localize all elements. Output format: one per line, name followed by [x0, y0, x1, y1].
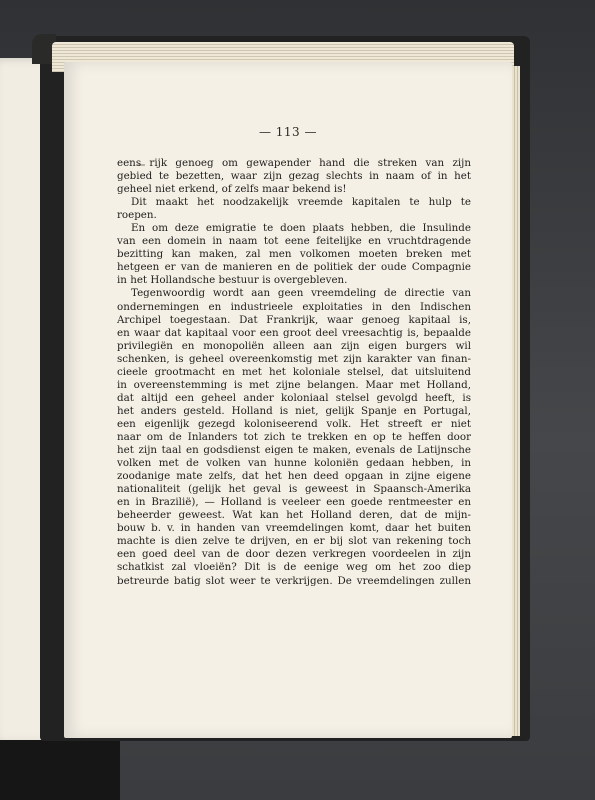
text-line: van een domein in naam tot eene feitelijke en vruchtdragende [117, 235, 471, 248]
text-line: een goed deel van de door dezen verkregen voordeelen in zijn [117, 548, 471, 561]
text-line: in het Hollandsche bestuur is overgebleven. [117, 274, 348, 287]
text-line: Dit maakt het noodzakelijk vreemde kapitalen te hulp te [131, 196, 471, 209]
text-line: volken met de volken van hunne koloniën gedaan hebben, in [117, 457, 471, 470]
text-line: nationaliteit (gelijk het geval is geweest in Spaansch-Amerika [117, 483, 471, 496]
text-line: beheerder geweest. Wat kan het Holland deren, dat de mijn- [117, 509, 471, 522]
text-line: zoodanige mate zelfs, dat het hen deed opgaan in zijne eigene [117, 470, 471, 483]
text-line: Archipel toegestaan. Dat Frankrijk, waar genoeg kapitaal is, [117, 313, 471, 326]
text-line: eens rijk genoeg om gewapender hand die streken van zijn [117, 157, 471, 169]
text-line: privilegiën en monopoliën alleen aan zijn eigen burgers wil [117, 339, 471, 352]
text-line: geheel niet erkend, of zelfs maar bekend is! [117, 183, 347, 196]
body-text [117, 157, 471, 588]
text-line: machte is dien zelve te drijven, en er bij slot van rekening toch [117, 535, 471, 548]
text-line: het anders gesteld. Holland is niet, gelijk Spanje en Portugal, [117, 404, 471, 417]
text-line: roepen. [117, 209, 157, 222]
text-line: ondernemingen en industrieele exploitaties in den Indischen [117, 300, 471, 313]
text-line: en waar dat kapitaal voor een groot deel vreesachtig is, bepaalde [117, 326, 471, 339]
text-line: een eigenlijk gezegd koloniseerend volk. Het streeft er niet [117, 417, 471, 430]
text-line: betreurde batig slot weer te verkrijgen. De vreemdelingen zullen [117, 574, 471, 587]
text-line: schenken, is geheel overeenkomstig met zijn karakter van finan- [117, 352, 471, 365]
text-line: bouw b. v. in handen van vreemdelingen komt, daar het buiten [117, 522, 471, 535]
text-line: En om deze emigratie te doen plaats hebben, die Insulinde [131, 222, 471, 235]
text-line: hetgeen er van de manieren en de politiek der oude Compagnie [117, 261, 471, 274]
text-line: gebied te bezetten, waar zijn gezag slechts in naam of in het [117, 170, 471, 183]
page-number: — 113 — [258, 125, 318, 139]
text-line: cieele grootmacht en met het koloniale stelsel, dat uitsluitend [117, 365, 471, 378]
text-line: Tegenwoordig wordt aan geen vreemdeling de directie van [131, 287, 471, 300]
text-line: het zijn taal en godsdienst eigen te maken, evenals de Latijnsche [117, 444, 471, 457]
book-page [64, 62, 512, 738]
text-line: dat altijd een geheel ander koloniaal stelsel gevolgd heeft, is [117, 391, 471, 404]
text-line: schatkist zal vloeiën? Dit is de eenige weg om het zoo diep [117, 561, 471, 574]
text-line: en in Brazilië), — Holland is veeleer een goede rentmeester en [117, 496, 471, 509]
scan-border [0, 740, 120, 800]
text-line: bezitting kan maken, zal men volkomen moeten breken met [117, 248, 471, 261]
text-line: in overeenstemming is met zijne belangen. Maar met Holland, [117, 378, 471, 391]
text-line: naar om de Inlanders tot zich te trekken en op te heffen door [117, 430, 471, 443]
